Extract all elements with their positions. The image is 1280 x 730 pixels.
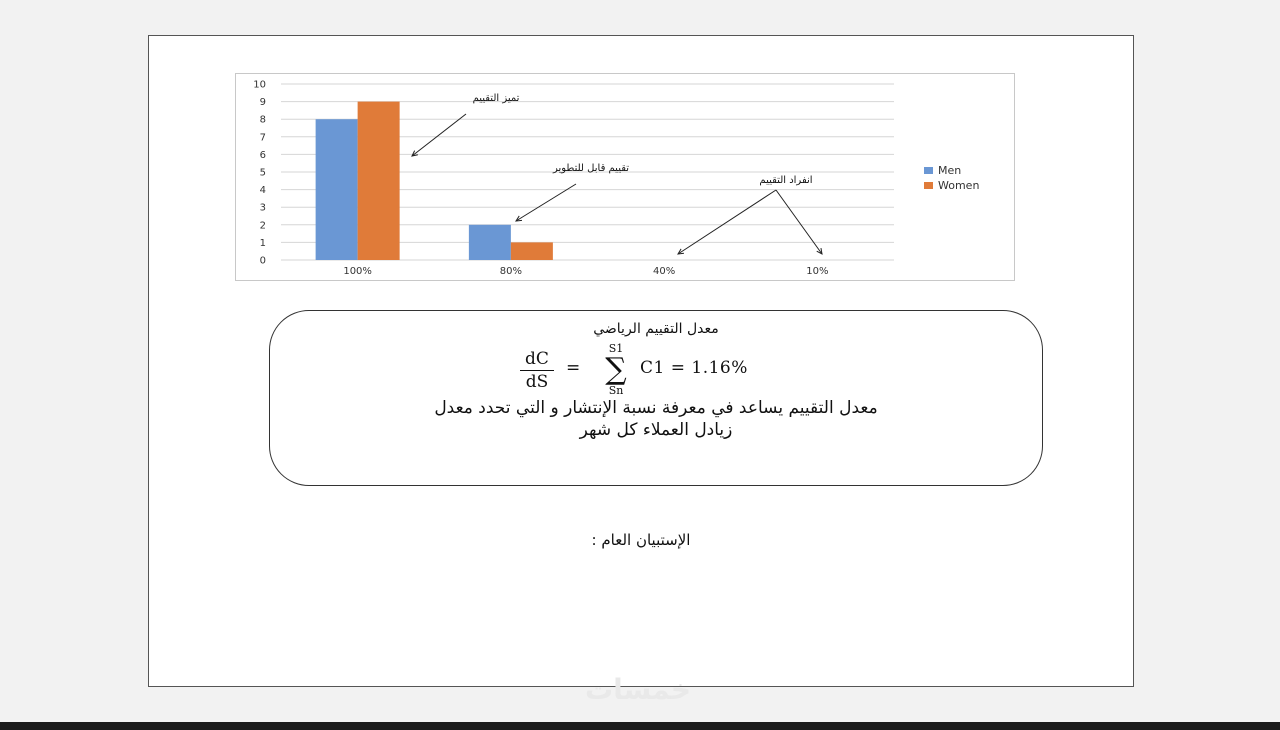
y-tick-label: 4 [259,185,266,197]
annotation-arrow-line [678,190,776,254]
x-tick-label: 10% [806,266,829,277]
y-tick-label: 3 [259,202,266,214]
y-tick-label: 5 [259,167,266,179]
bottom-bar [0,722,1280,730]
annotation-label: تميز التقييم [472,93,520,104]
formula-description [290,397,1022,441]
bar [358,102,400,260]
watermark-logo: خمسات [584,673,692,706]
x-tick-label: 100% [343,266,372,277]
formula-result: C1 = 1.16% [640,358,748,378]
chart-svg [236,74,1014,280]
y-tick-label: 8 [259,114,266,126]
y-tick-label: 9 [259,97,266,109]
sum-upper-limit: S1 [608,342,624,355]
y-tick-label: 0 [259,255,266,267]
formula-heading: معدل التقييم الرياضي [593,321,719,337]
annotation-arrow-head [678,249,684,254]
bar [469,225,511,260]
legend-item-men [924,163,979,178]
equals-sign: = [566,358,581,378]
y-tick-label: 6 [259,149,266,161]
legend-label-men: Men [938,164,962,177]
x-tick-label: 80% [499,266,522,277]
description-line-2: زيادل العملاء كل شهر [579,420,733,440]
y-tick-label: 7 [259,132,266,144]
chart-legend [924,163,979,193]
document-page [148,35,1134,687]
annotation-label: انفراد التقييم [759,175,813,186]
fraction-numerator: dC [525,349,549,369]
survey-heading: الإستبيان العام : [591,531,691,549]
bar [316,119,358,260]
fraction-bar [520,370,554,371]
bar [511,242,553,260]
y-tick-label: 10 [253,79,266,91]
sigma-symbol: ∑ [605,352,627,387]
annotation-arrow-line [776,190,822,254]
legend-swatch-women [924,182,933,189]
formula-box [269,310,1043,486]
legend-item-women [924,178,979,193]
annotation-arrow-head [516,216,522,221]
summation [598,343,634,397]
y-tick-label: 2 [259,220,266,232]
annotation-label: تقييم قابل للتطوير [552,163,630,174]
fraction-denominator: dS [525,372,549,392]
sum-lower-limit: Sn [608,384,624,397]
description-line-1: معدل التقييم يساعد في معرفة نسبة الإنتشار و التي تحدد معدل [434,398,878,418]
bar-chart [235,73,1015,281]
y-tick-label: 1 [259,237,266,249]
derivative-fraction [520,349,554,392]
annotation-arrow-line [412,114,466,156]
legend-swatch-men [924,167,933,174]
legend-label-women: Women [938,179,980,192]
x-tick-label: 40% [653,266,676,277]
